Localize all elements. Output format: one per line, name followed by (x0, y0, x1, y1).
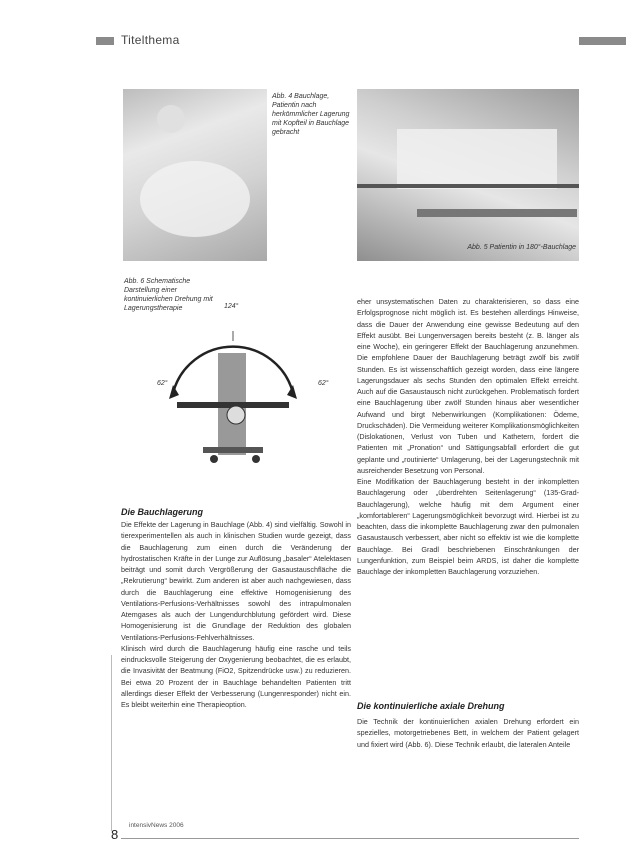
page-number: 8 (111, 827, 119, 842)
right-column-text (357, 296, 579, 577)
margin-rule (111, 655, 112, 831)
paragraph: Die Effekte der Lagerung in Bauchlage (Abb. 4) sind vielfältig. Sowohl in tierexperimentellen als auch in klinischen Studien wurde gezeigt, dass die Bauchlagerung zum einen durch die Veränderung der hydrostatischen Kräfte in der Lunge zur Auflösung „basaler“ Atelektasen beiträgt und somit durch Vergrößerung der Gasaustauschfläche die „Rekrutierung“ bewirkt. Zum anderen ist aber auch nachgewiesen, dass durch die Bauchlagerung eine effektive Homogenisierung des Ventilations-Perfusions-Verhältnisses sowohl des intrapulmonalen Atemgases als auch der Lungendurchblutung gefördert wird. Diese Homogenisierung ist die Grundlage der Reduktion des globalen Ventilations-Perfusions-Fehlverhältnisses. (121, 520, 351, 642)
angle-label-left: 62° (157, 380, 168, 387)
photo-placeholder-icon (123, 89, 267, 261)
footer-rule (121, 838, 579, 839)
figure-abb4-photo (123, 89, 267, 261)
right-column-text-continued (357, 716, 579, 750)
angle-label-top: 124° (224, 303, 239, 310)
figure-abb5-photo (357, 89, 579, 261)
angle-label-right: 62° (318, 380, 329, 387)
publication-name: intensivNews 2006 (129, 822, 184, 829)
left-column-text (121, 519, 351, 710)
section-title: Titelthema (121, 33, 180, 47)
paragraph: Die Technik der kontinuierlichen axialen Drehung erfordert ein spezielles, motorgetriebenes Bett, in welchem der Patient gelagert und fixiert wird (Abb. 6). Diese Technik erlaubt, die lateralen Anteile (357, 717, 579, 749)
figure-abb6-caption: Abb. 6 Schematische Darstellung einer kontinuierlichen Drehung mit Lagerungstherapie (124, 278, 213, 312)
paragraph: Klinisch wird durch die Bauchlagerung häufig eine rasche und teils eindrucksvolle Steigerung der Oxygenierung beobachtet, die es erlaubt, die Invasivität der Beatmung (FiO2, Spitzendrücke usw.) zu reduzieren. Bei etwa 20 Prozent der in Bauchlage behandelten Patienten tritt allerdings dieser Effekt der Verbesserung (Lungenresponder) nicht ein. Es bleibt weiterhin eine Therapieoption. (121, 643, 351, 709)
figure-abb5-caption: Abb. 5 Patientin in 180°-Bauchlage (467, 244, 576, 251)
header-bar-left (96, 37, 114, 45)
figure-abb4-caption: Abb. 4 Bauchlage, Patientin nach herkömmlicher Lagerung mit Kopfteil in Bauchlage gebracht (272, 93, 350, 136)
paragraph: eher unsystematischen Daten zu charakterisieren, so dass eine Erfolgsprognose nicht möglich ist. Es bestehen allerdings Hinweise, dass die Dauer der Anwendung eine gewisse Bedeutung auf den Effekt ausübt. Bei Lungenversagen bereits besteht (z. B. länger als eine Woche), ein geringerer Effekt der Bauchlagerung anzunehmen. Die empfohlene Dauer der Bauchlagerung beträgt zwölf bis zwölf Stunden. Es ist wissenschaftlich gezeigt worden, dass eine längere Lagerungsdauer als sechs Stunden den optimalen Effekt erreicht. Auch auf die Gasaustausch nicht zurückgehen. Problematisch fordert eine Bauchlagerung über zwölf Stunden hinaus aber wesentlicher Aufwand und birgt Nebenwirkungen (Komplikationen: Ödeme, Druckschäden). Die Vermeidung weiterer Komplikationsmöglichkeiten (Dislokationen, Verlust von Tuben und Kathetern, fordert die Patienten mit „Pronation“ und Sättigungsabfall erfordert die gut geplante und „routinierte“ Umlagerung, bei der Lagerungstechnik mit ausreichender Besetzung von Personal. (357, 297, 579, 475)
paragraph: Eine Modifikation der Bauchlagerung besteht in der inkompletten Bauchlagerung oder „überdrehten Seitenlagerung“ (135-Grad-Bauchlagerung), welche häufig mit dem Argument einer „komfortableren“ Lagerungsmöglichkeit bevorzugt wird. Hierbei ist zu beachten, dass die inkomplette Bauchlagerung zwar den pulmonalen Gasaustausch verbessert, aber nicht so effektiv ist wie die komplette Bauchlage. Bei Gradl beschriebenen Einschränkungen der Lungenfunktion, zum Beispiel beim ARDS, ist daher die komplette Bauchlage der inkompletten Bauchlagerung vorzuziehen. (357, 477, 579, 576)
header-bar-right (579, 37, 626, 45)
section-heading-axiale-drehung: Die kontinuierliche axiale Drehung (357, 701, 505, 711)
section-heading-bauchlagerung: Die Bauchlagerung (121, 507, 204, 517)
photo-placeholder-icon (357, 89, 579, 261)
